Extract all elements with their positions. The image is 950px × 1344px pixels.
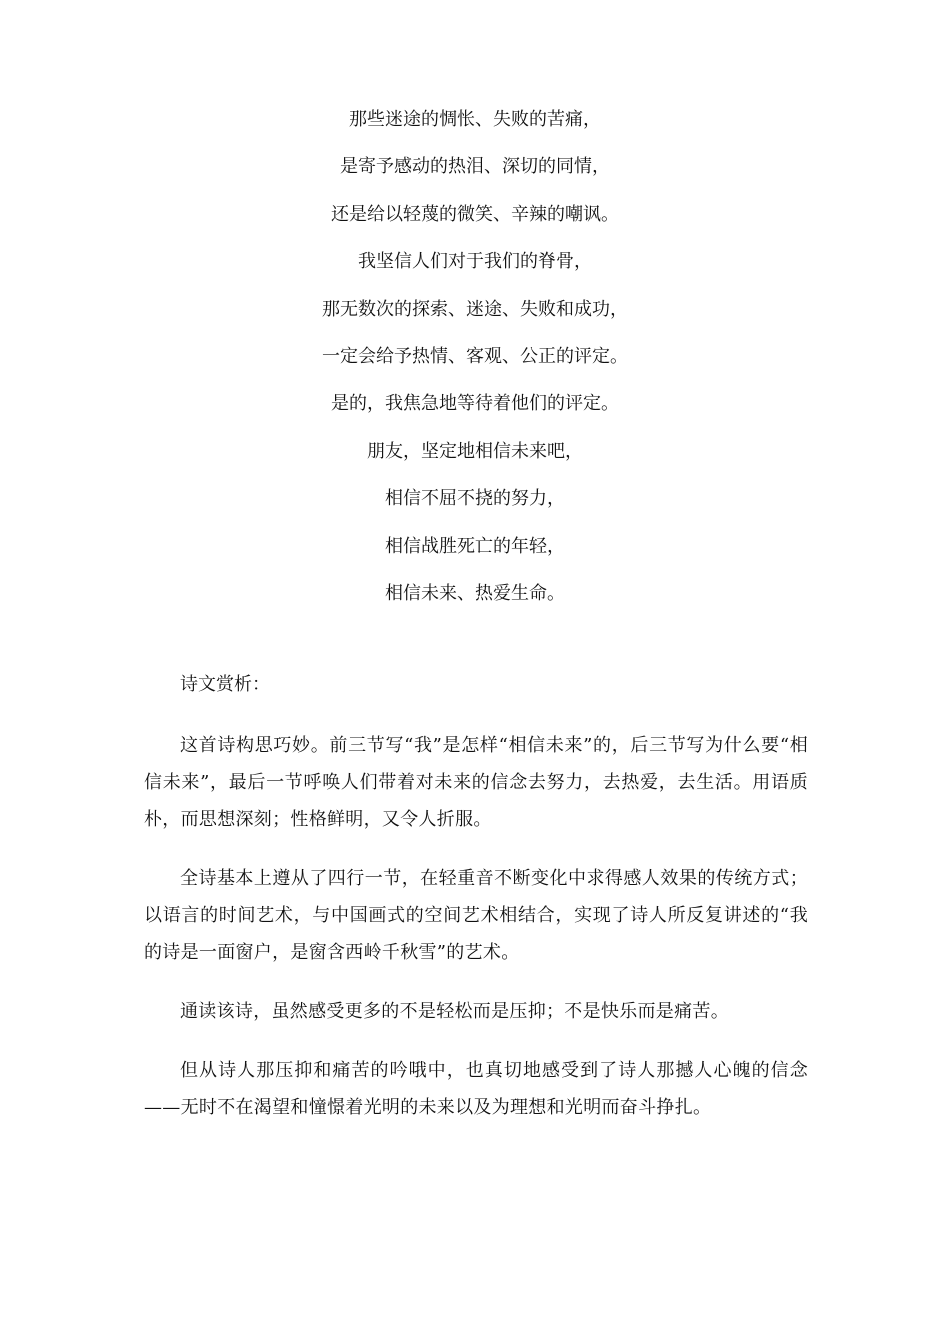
poem-line: 相信不屈不挠的努力， [385, 488, 565, 510]
poem-line: 是寄予感动的热泪、深切的同情， [340, 156, 610, 178]
analysis-section [144, 673, 808, 1148]
poem-line: 相信未来、热爱生命。 [385, 582, 565, 604]
poem-line: 相信战胜死亡的年轻， [385, 535, 565, 557]
poem-line: 是的，我焦急地等待着他们的评定。 [331, 393, 619, 415]
poem-line: 那些迷途的惆怅、失败的苦痛， [349, 109, 601, 130]
poem-section [0, 108, 950, 629]
poem-line: 朋友，坚定地相信未来吧， [367, 440, 583, 462]
analysis-paragraph: 全诗基本上遵从了四行一节，在轻重音不断变化中求得感人效果的传统方式；以语言的时间艺术，与中国画式的空间艺术相结合，实现了诗人所反复讲述的“我的诗是一面窗户，是窗含西岭千秋雪”的艺术。 [144, 868, 808, 963]
poem-line: 那无数次的探索、迷途、失败和成功， [322, 298, 628, 320]
analysis-paragraph: 通读该诗，虽然感受更多的不是轻松而是压抑；不是快乐而是痛苦。 [180, 1001, 729, 1022]
poem-line: 还是给以轻蔑的微笑、辛辣的嘲讽。 [331, 203, 619, 225]
analysis-heading: 诗文赏析： [180, 674, 270, 695]
poem-line: 我坚信人们对于我们的脊骨， [358, 251, 592, 273]
poem-line: 一定会给予热情、客观、公正的评定。 [322, 345, 628, 367]
analysis-paragraph: 但从诗人那压抑和痛苦的吟哦中，也真切地感受到了诗人那撼人心魄的信念——无时不在渴望和憧憬着光明的未来以及为理想和光明而奋斗挣扎。 [144, 1060, 808, 1118]
analysis-paragraph: 这首诗构思巧妙。前三节写“我”是怎样“相信未来”的，后三节写为什么要“相信未来”，最后一节呼唤人们带着对未来的信念去努力，去热爱，去生活。用语质朴，而思想深刻；性格鲜明，又令人折服。 [144, 735, 808, 830]
